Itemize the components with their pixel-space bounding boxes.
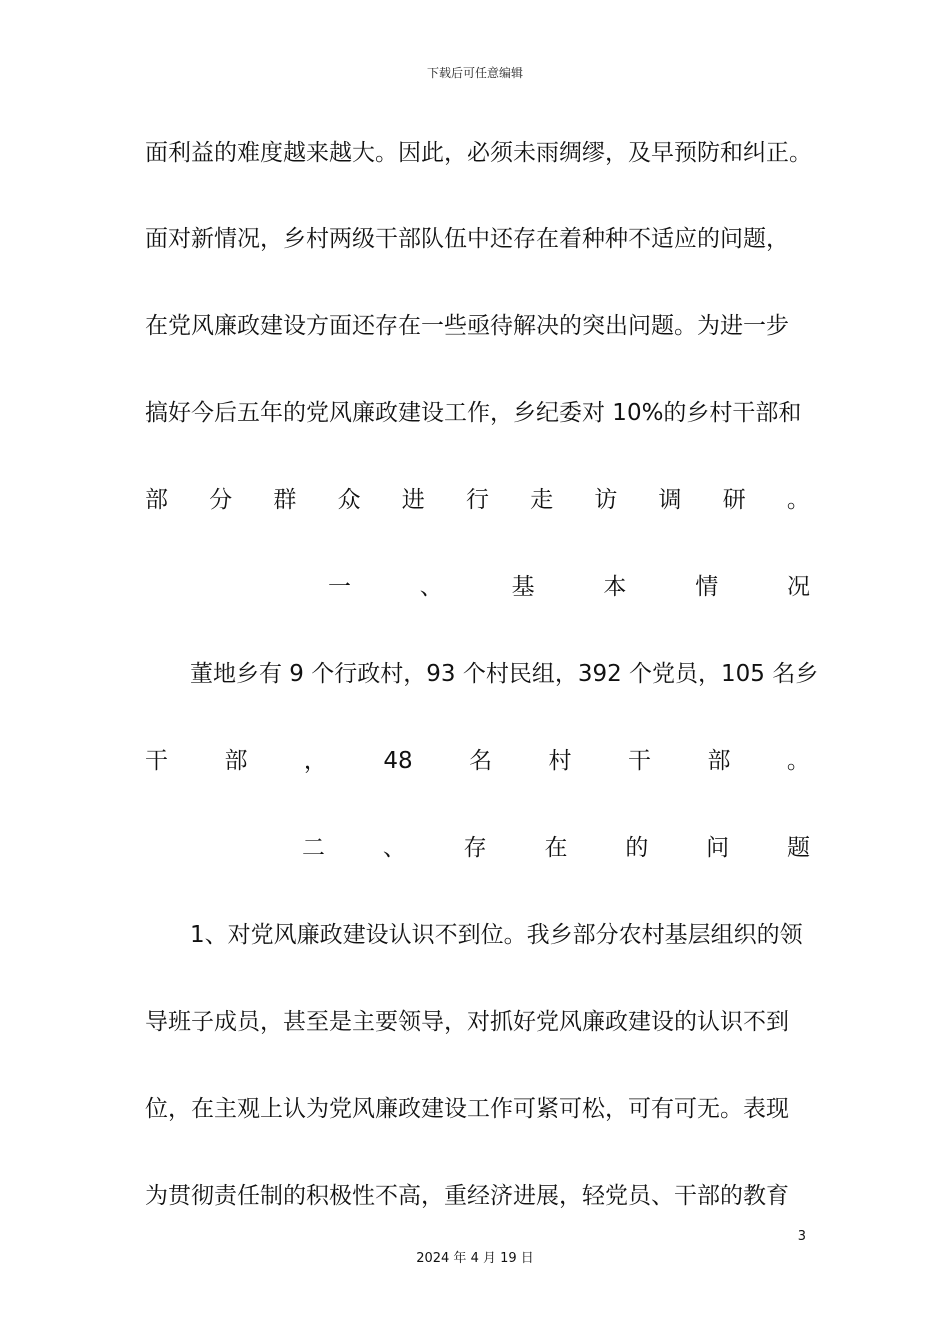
char: 行 [465,487,489,513]
char: 、 [419,574,443,600]
char: 名 [469,748,493,774]
body-line-justified [145,746,810,776]
body-line: 搞好今后五年的党风廉政建设工作，乡纪委对 10%的乡村干部和 [145,400,802,426]
char: ， [303,748,327,774]
char: 群 [273,487,297,513]
body-line: 位，在主观上认为党风廉政建设工作可紧可松，可有可无。表现 [145,1096,789,1122]
char: 走 [530,487,554,513]
char: 研 [722,487,746,513]
section-heading-2 [302,833,810,863]
page-number: 3 [797,1229,806,1244]
char: 村 [548,748,572,774]
body-line: 为贯彻责任制的积极性不高，重经济进展，轻党员、干部的教育 [145,1183,789,1209]
body-line: 在党风廉政建设方面还存在一些亟待解决的突出问题。为进一步 [145,313,789,339]
char: 部 [224,748,248,774]
body-line: 1、对党风廉政建设认识不到位。我乡部分农村基层组织的领 [190,922,803,948]
char: 问 [706,835,730,861]
char: 、 [382,835,406,861]
char: 情 [695,574,719,600]
char: 存 [463,835,487,861]
char: 本 [603,574,627,600]
char: 基 [511,574,535,600]
char: 。 [786,487,810,513]
body-line: 面利益的难度越来越大。因此，必须未雨绸缪，及早预防和纠正。 [145,140,812,166]
char: 二 [302,835,325,861]
char: 众 [337,487,361,513]
char: 干 [628,748,651,774]
body-line: 董地乡有 9 个行政村，93 个村民组，392 个党员，105 名乡 [190,661,819,687]
char: 的 [625,835,649,861]
char: 在 [544,835,568,861]
char: 48 [383,748,413,774]
section-heading-1 [328,572,810,602]
char: 干 [145,748,168,774]
char: 访 [594,487,618,513]
body-line: 面对新情况，乡村两级干部队伍中还存在着种种不适应的问题， [145,226,789,252]
page-header: 下载后可任意编辑 [426,66,523,80]
char: 进 [401,487,425,513]
char: 一 [328,574,351,600]
char: 。 [786,748,810,774]
char: 部 [707,748,731,774]
char: 分 [209,487,233,513]
body-line: 导班子成员，甚至是主要领导，对抓好党风廉政建设的认识不到 [145,1009,789,1035]
char: 况 [786,574,810,600]
char: 题 [786,835,810,861]
char: 调 [658,487,682,513]
body-line-justified [145,485,810,515]
footer-date: 2024 年 4 月 19 日 [416,1251,534,1266]
char: 部 [145,487,168,513]
